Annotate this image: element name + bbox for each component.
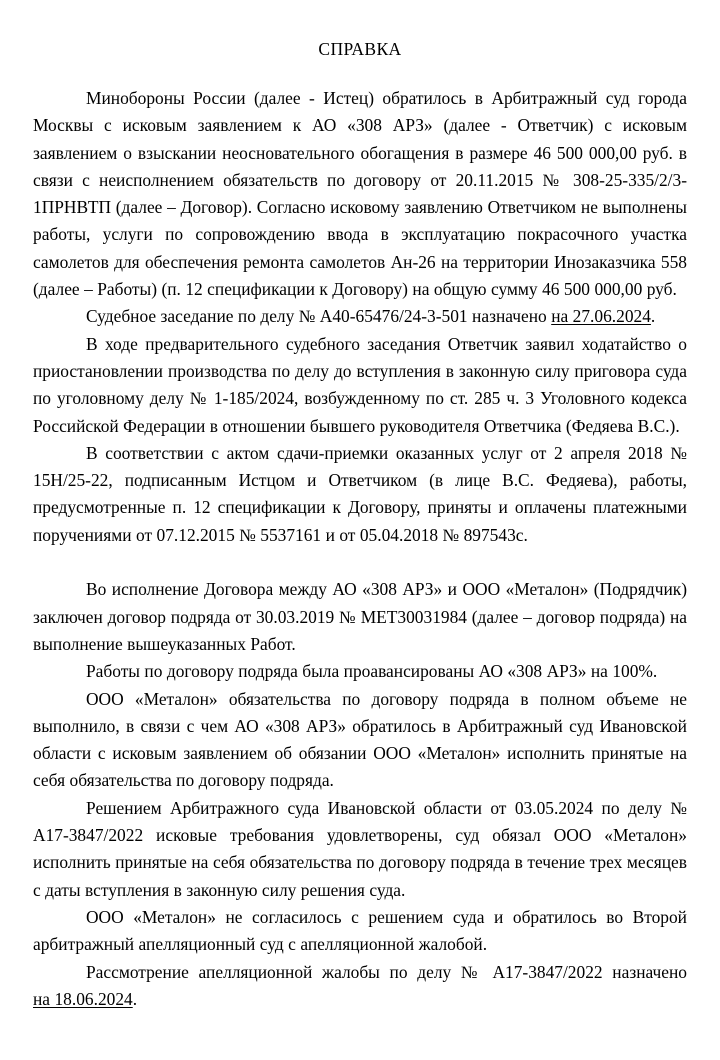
paragraph-appeal-hearing — [33, 959, 687, 1014]
hearing-date-underlined: на 27.06.2024 — [551, 306, 651, 327]
paragraph-subcontractor-default: ООО «Металон» обязательства по договору подряда в полном объеме не выполнило, в связи с чем АО «308 АРЗ» обратилось в Арбитражный суд Ивановской области с исковым заявлением об обязании ООО «Металон» исполнить принятые на себя обязательства по договору подряда. — [33, 688, 687, 791]
paragraph-acceptance-act: В соответствии с актом сдачи-приемки оказанных услуг от 2 апреля 2018 № 15Н/25-22, подписанным Истцом и Ответчиком (в лице В.С. Федяева), работы, предусмотренные п. 12 спецификации к Договору, приняты и оплачены платежными поручениями от 07.12.2015 № 5537161 и от 05.04.2018 № 897543с. — [33, 442, 687, 545]
paragraph-spacer — [33, 549, 687, 576]
paragraph-subcontract: Во исполнение Договора между АО «308 АРЗ» и ООО «Металон» (Подрядчик) заключен договор подряда от 30.03.2019 № МЕТ30031984 (далее – договор подряда) на выполнение вышеуказанных Работ. — [33, 579, 687, 654]
paragraph-suspension-motion: В ходе предварительного судебного заседания Ответчик заявил ходатайство о приостановлении производства по делу до вступления в законную силу приговора суда по уголовному делу № 1-185/2024, возбужденному по ст. 285 ч. 3 Уголовного кодекса Российской Федерации в отношении бывшего руководителя Ответчика (Федяева В.С.). — [33, 333, 687, 436]
document-body — [33, 85, 687, 1013]
paragraph-appeal-filed: ООО «Металон» не согласилось с решением суда и обратилось во Второй арбитражный апелляционный суд с апелляционной жалобой. — [33, 906, 687, 955]
appeal-text-after: . — [132, 988, 138, 1009]
paragraph-moscow-hearing — [33, 303, 687, 330]
hearing-text-after: . — [650, 306, 656, 327]
hearing-text-before: Судебное заседание по делу № А40-65476/24-3-501 назначено — [86, 306, 552, 327]
appeal-date-underlined: на 18.06.2024 — [33, 988, 133, 1009]
appeal-text-before: Рассмотрение апелляционной жалобы по делу № А17-3847/2022 назначено — [86, 961, 687, 982]
paragraph-ivanovo-decision: Решением Арбитражного суда Ивановской области от 03.05.2024 по делу № А17-3847/2022 исковые требования удовлетворены, суд обязал ООО «Металон» исполнить принятые на себя обязательства по договору подряда в течение трех месяцев с даты вступления в законную силу решения суда. — [33, 797, 687, 900]
page-title: СПРАВКА — [318, 39, 402, 59]
paragraph-advance-payment: Работы по договору подряда была проавансированы АО «308 АРЗ» на 100%. — [86, 661, 658, 682]
paragraph-claim-overview: Минобороны России (далее - Истец) обратилось в Арбитражный суд города Москвы с исковым заявлением к АО «308 АРЗ» (далее - Ответчик) с исковым заявлением о взыскании неосновательного обогащения в размере 46 500 000,00 руб. в связи с неисполнением обязательств по договору от 20.11.2015 № 308-25-335/2/3-1ПРНВТП (далее – Договор). Согласно исковому заявлению Ответчиком не выполнены работы, услуги по сопровождению ввода в эксплуатацию покрасочного участка самолетов для обеспечения ремонта самолетов Ан-26 на территории Инозаказчика 558 (далее – Работы) (п. 12 спецификации к Договору) на общую сумму 46 500 000,00 руб. — [33, 88, 687, 300]
